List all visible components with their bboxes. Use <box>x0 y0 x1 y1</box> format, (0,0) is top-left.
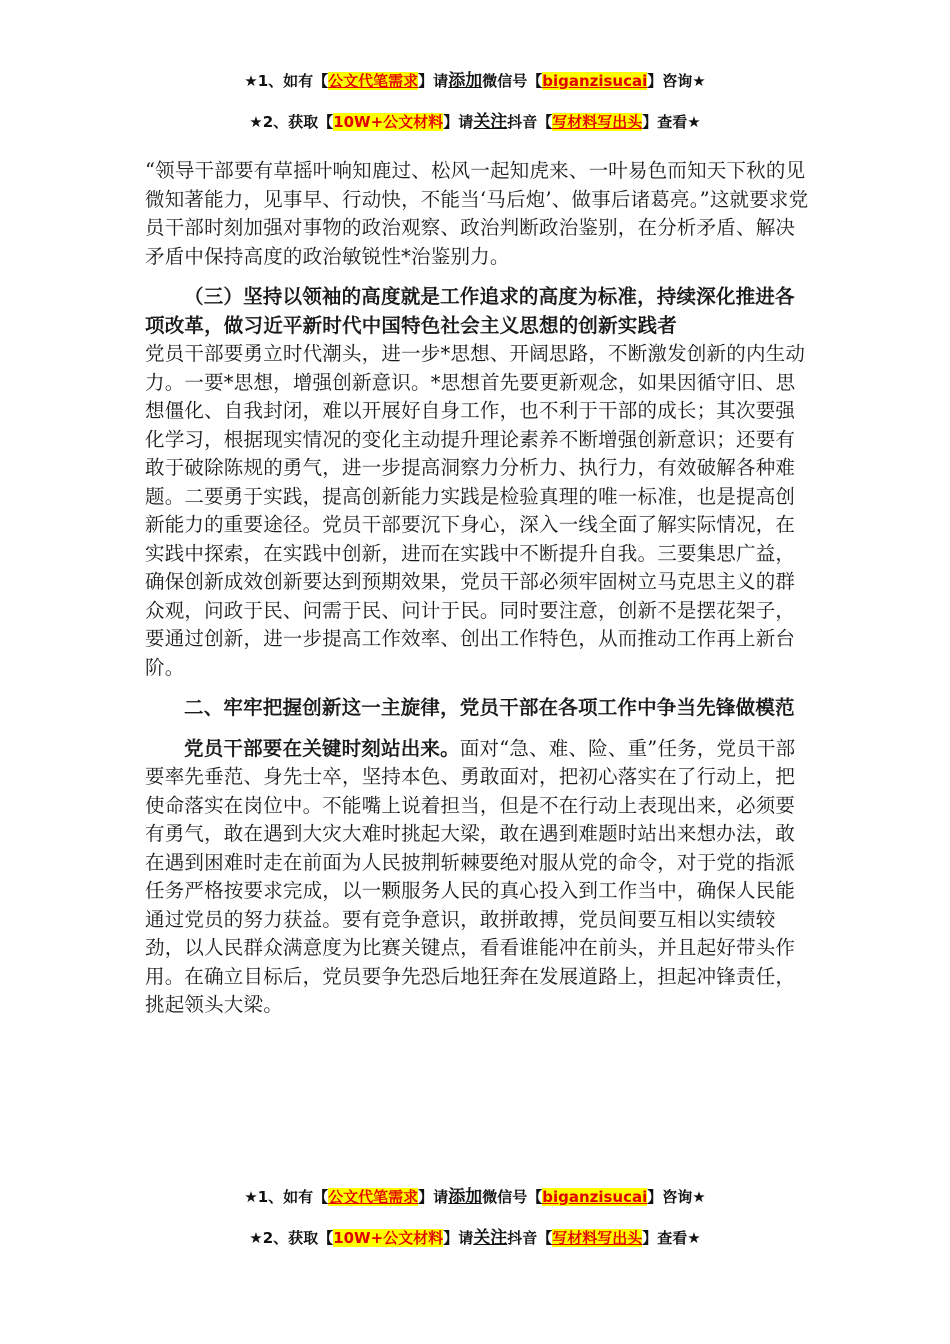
ad-emphasis: 关注 <box>473 1228 508 1248</box>
ad-douyin-name: 写材料写出头 <box>552 113 643 131</box>
section-heading-2: 二、牢牢把握创新这一主旋律，党员干部在各项工作中争当先锋做模范 <box>184 696 795 719</box>
ad-line-2-footer <box>0 1227 950 1249</box>
paragraph-2: 党员干部要勇立时代潮头，进一步*思想、开阔思路，不断激发创新的内生动力。一要*思想，增强创新意识。*思想首先要更新观念，如果因循守旧、思想僵化、自我封闭，难以开展好自身工作，也不利于干部的成长；其次要强化学习，根据现实情况的变化主动提升理论素养不断增强创新意识；还要有敢于破除陈规的勇气，进一步提高洞察力分析力、执行力，有效破解各种难题。二要勇于实践，提高创新能力实践是检验真理的唯一标准，也是提高创新能力的重要途径。党员干部要沉下身心，深入一线全面了解实际情况，在实践中探索，在实践中创新，进而在实践中不断提升自我。三要集思广益，确保创新成效创新要达到预期效果，党员干部必须牢固树立马克思主义的群众观，问政于民、问需于民、问计于民。同时要注意，创新不是摆花架子，要通过创新，进一步提高工作效率、创出工作特色，从而推动工作再上新台阶。 <box>145 342 806 679</box>
ad-text: ★1、如有【 <box>244 72 329 90</box>
ad-text: 】咨询★ <box>647 72 706 90</box>
ad-line-2 <box>0 111 950 133</box>
ad-line-1 <box>0 70 950 92</box>
paragraph-3-body: 面对“急、难、险、重”任务，党员干部要率先垂范、身先士卒，坚持本色、勇敢面对，把初心落实在了行动上，把使命落实在岗位中。不能嘴上说着担当，但是不在行动上表现出来，必须要有勇气，敢在遇到大灾大难时挑起大梁，敢在遇到难题时站出来想办法，敢在遇到困难时走在前面为人民披荆斩棘要绝对服从党的命令，对于党的指派任务严格按要求完成，以一颗服务人民的真心投入到工作当中，确保人民能通过党员的努力获益。要有竞争意识，敢拼敢搏，党员间要互相以实绩较劲，以人民群众满意度为比赛关键点，看看谁能冲在前头，并且起好带头作用。在确立目标后，党员要争先恐后地狂奔在发展道路上，担起冲锋责任，挑起领头大梁。 <box>145 736 796 1016</box>
ad-emphasis: 添加 <box>448 71 483 91</box>
ad-keyword: 公文代笔需求 <box>328 1188 419 1206</box>
paragraph-1: “领导干部要有草摇叶响知鹿过、松风一起知虎来、一叶易色而知天下秋的见微知著能力，见事早、行动快，不能当‘马后炮’、做事后诸葛亮。”这就要求党员干部时刻加强对事物的政治观察、政治判断政治鉴别，在分析矛盾、解决矛盾中保持高度的政治敏锐性*治鉴别力。 <box>145 159 809 268</box>
ad-text: 】请 <box>418 1188 449 1206</box>
ad-keyword: 10W+公文材料 <box>333 1229 444 1247</box>
ad-douyin-name: 写材料写出头 <box>552 1229 643 1247</box>
ad-emphasis: 添加 <box>448 1187 483 1207</box>
ad-text: 】请 <box>443 1229 474 1247</box>
section-heading-3: （三）坚持以领袖的高度就是工作追求的高度为标准，持续深化推进各项改革，做习近平新时代中国特色社会主义思想的创新实践者 <box>145 285 795 337</box>
document-body <box>145 157 810 1020</box>
ad-text: 】咨询★ <box>647 1188 706 1206</box>
ad-text: 抖音【 <box>507 113 553 131</box>
ad-emphasis: 关注 <box>473 112 508 132</box>
ad-text: 】查看★ <box>642 1229 701 1247</box>
ad-keyword: 公文代笔需求 <box>328 72 419 90</box>
ad-line-1-footer <box>0 1186 950 1208</box>
paragraph-3 <box>145 735 810 1020</box>
ad-text: 微信号【 <box>482 1188 543 1206</box>
ad-text: ★2、获取【 <box>249 113 334 131</box>
ad-text: ★1、如有【 <box>244 1188 329 1206</box>
ad-text: 微信号【 <box>482 72 543 90</box>
paragraph-3-lead: 党员干部要在关键时刻站出来。 <box>184 736 460 760</box>
ad-text: 】查看★ <box>642 113 701 131</box>
ad-text: ★2、获取【 <box>249 1229 334 1247</box>
ad-keyword: 10W+公文材料 <box>333 113 444 131</box>
ad-text: 】请 <box>443 113 474 131</box>
ad-text: 】请 <box>418 72 449 90</box>
ad-wechat-id: biganzisucai <box>542 1188 648 1206</box>
ad-wechat-id: biganzisucai <box>542 72 648 90</box>
ad-text: 抖音【 <box>507 1229 553 1247</box>
